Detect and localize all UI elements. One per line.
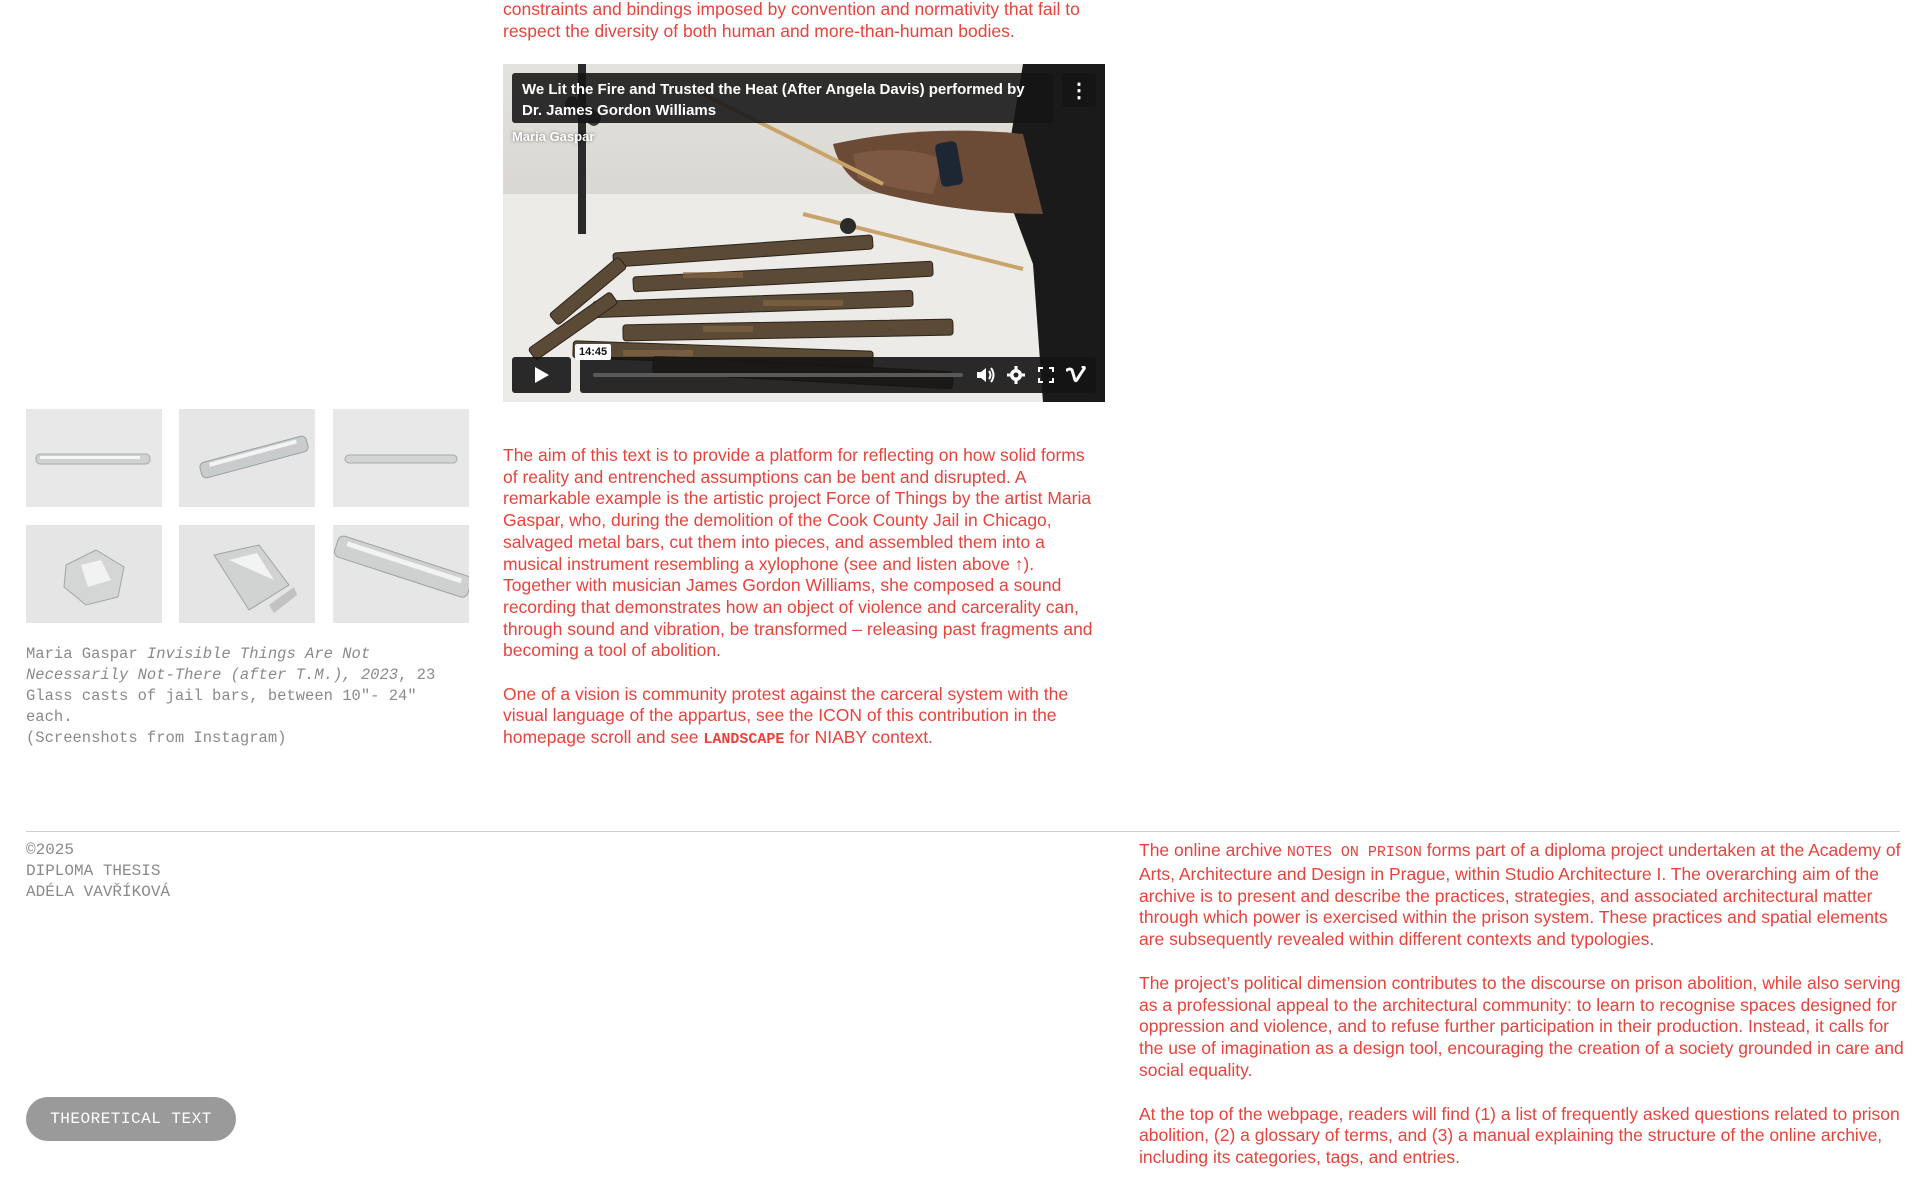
body-paragraph-2-text: One of a vision is community protest against the carceral system with the visual language of the appartus, see the ICON of this contribution in the homepage scroll and see xyxy=(503,683,1069,748)
body-paragraph-1: The aim of this text is to provide a platform for reflecting on how solid forms of reality and entrenched assumptions can be bent and disrupted. A remarkable example is the artistic project Force of Things by the artist Maria Gaspar, who, during the demolition of the Cook County Jail in Chicago, salvaged metal bars, cut them into pieces, and assembled them into a musical instrument resembling a xylophone (see and listen above ↑). Together with musician James Gordon Williams, she composed a sound recording that demonstrates how an object of violence and carcerality can, through sound and vibration, be transformed – releasing past fragments and becoming a tool of abolition. xyxy=(503,445,1093,661)
thumbnail-4[interactable] xyxy=(26,525,162,623)
more-icon[interactable]: ⋮ xyxy=(1062,73,1096,107)
vimeo-icon[interactable] xyxy=(1062,357,1090,393)
video-byline[interactable]: Maria Gaspar xyxy=(512,129,595,144)
thumbnail-5[interactable] xyxy=(179,525,315,623)
thumbnail-2[interactable] xyxy=(179,409,315,507)
video-duration: 14:45 xyxy=(575,344,611,360)
intro-text: constraints and bindings imposed by convention and normativity that fail to respect the diversity of both human and more-than-human bodies. xyxy=(503,0,1080,41)
play-icon xyxy=(534,366,550,384)
caption-source: (Screenshots from Instagram) xyxy=(26,729,287,747)
about-paragraph-1 xyxy=(1139,840,1904,951)
fullscreen-icon[interactable] xyxy=(1032,357,1060,393)
thumbnail-3[interactable] xyxy=(333,409,469,507)
footer-credits xyxy=(26,840,170,903)
footer-author: ADÉLA VAVŘÍKOVÁ xyxy=(26,883,171,901)
archive-name: NOTES ON PRISON xyxy=(1286,844,1422,861)
body-paragraph-2-tail: for NIABY context. xyxy=(784,727,933,748)
settings-icon[interactable] xyxy=(1002,357,1030,393)
thumbnail-1[interactable] xyxy=(26,409,162,507)
footer-thesis: DIPLOMA THESIS xyxy=(26,862,161,880)
caption-work-title: Invisible Things Are Not Necessarily Not-There (after T.M.), 2023 xyxy=(26,645,399,684)
theoretical-text-button[interactable]: THEORETICAL TEXT xyxy=(26,1097,236,1141)
footer-copyright: ©2025 xyxy=(26,841,75,859)
about-paragraph-3: At the top of the webpage, readers will find (1) a list of frequently asked questions related to prison abolition, (2) a glossary of terms, and (3) a manual explaining the structure of the online archive, including its categories, tags, and entries. xyxy=(1139,1103,1900,1168)
video-player[interactable] xyxy=(503,64,1105,402)
caption-artist: Maria Gaspar xyxy=(26,645,147,663)
landscape-link[interactable]: LANDSCAPE xyxy=(703,731,785,749)
about-paragraph-2: The project’s political dimension contributes to the discourse on prison abolition, while also serving as a professional appeal to the architectural community: to learn to recognise spaces designed for oppression and violence, and to refuse further participation in their production. Instead, it calls for the use of imagination as a design tool, encouraging the creation of a society grounded in care and social equality. xyxy=(1139,972,1904,1080)
about-paragraph-1-text: forms part of a diploma project undertaken at the Academy of Arts, Architecture and Design in Prague, within Studio Architecture I. The overarching aim of the archive is to present and describe the practices, strategies, and associated architectural matter through which power is exercised within the prison system. These practices and spatial elements are subsequently revealed within different contexts and typologies. xyxy=(1139,840,1901,950)
thumbnail-6[interactable] xyxy=(333,525,469,623)
article-body xyxy=(503,445,1103,773)
progress-track[interactable] xyxy=(593,373,963,377)
video-control-bar xyxy=(580,357,1096,393)
about-paragraph-1-lead: The online archive xyxy=(1139,840,1287,860)
play-button[interactable] xyxy=(512,357,571,393)
video-title[interactable]: We Lit the Fire and Trusted the Heat (After Angela Davis) performed by Dr. James Gordon Williams xyxy=(512,73,1053,123)
volume-icon[interactable] xyxy=(972,357,1000,393)
image-caption xyxy=(26,644,466,749)
caption-details: , 23 Glass casts of jail bars, between 10"- 24" each. xyxy=(26,666,436,726)
footer-about xyxy=(1139,840,1904,1188)
footer-divider xyxy=(26,831,1900,832)
body-paragraph-2 xyxy=(503,684,1103,751)
